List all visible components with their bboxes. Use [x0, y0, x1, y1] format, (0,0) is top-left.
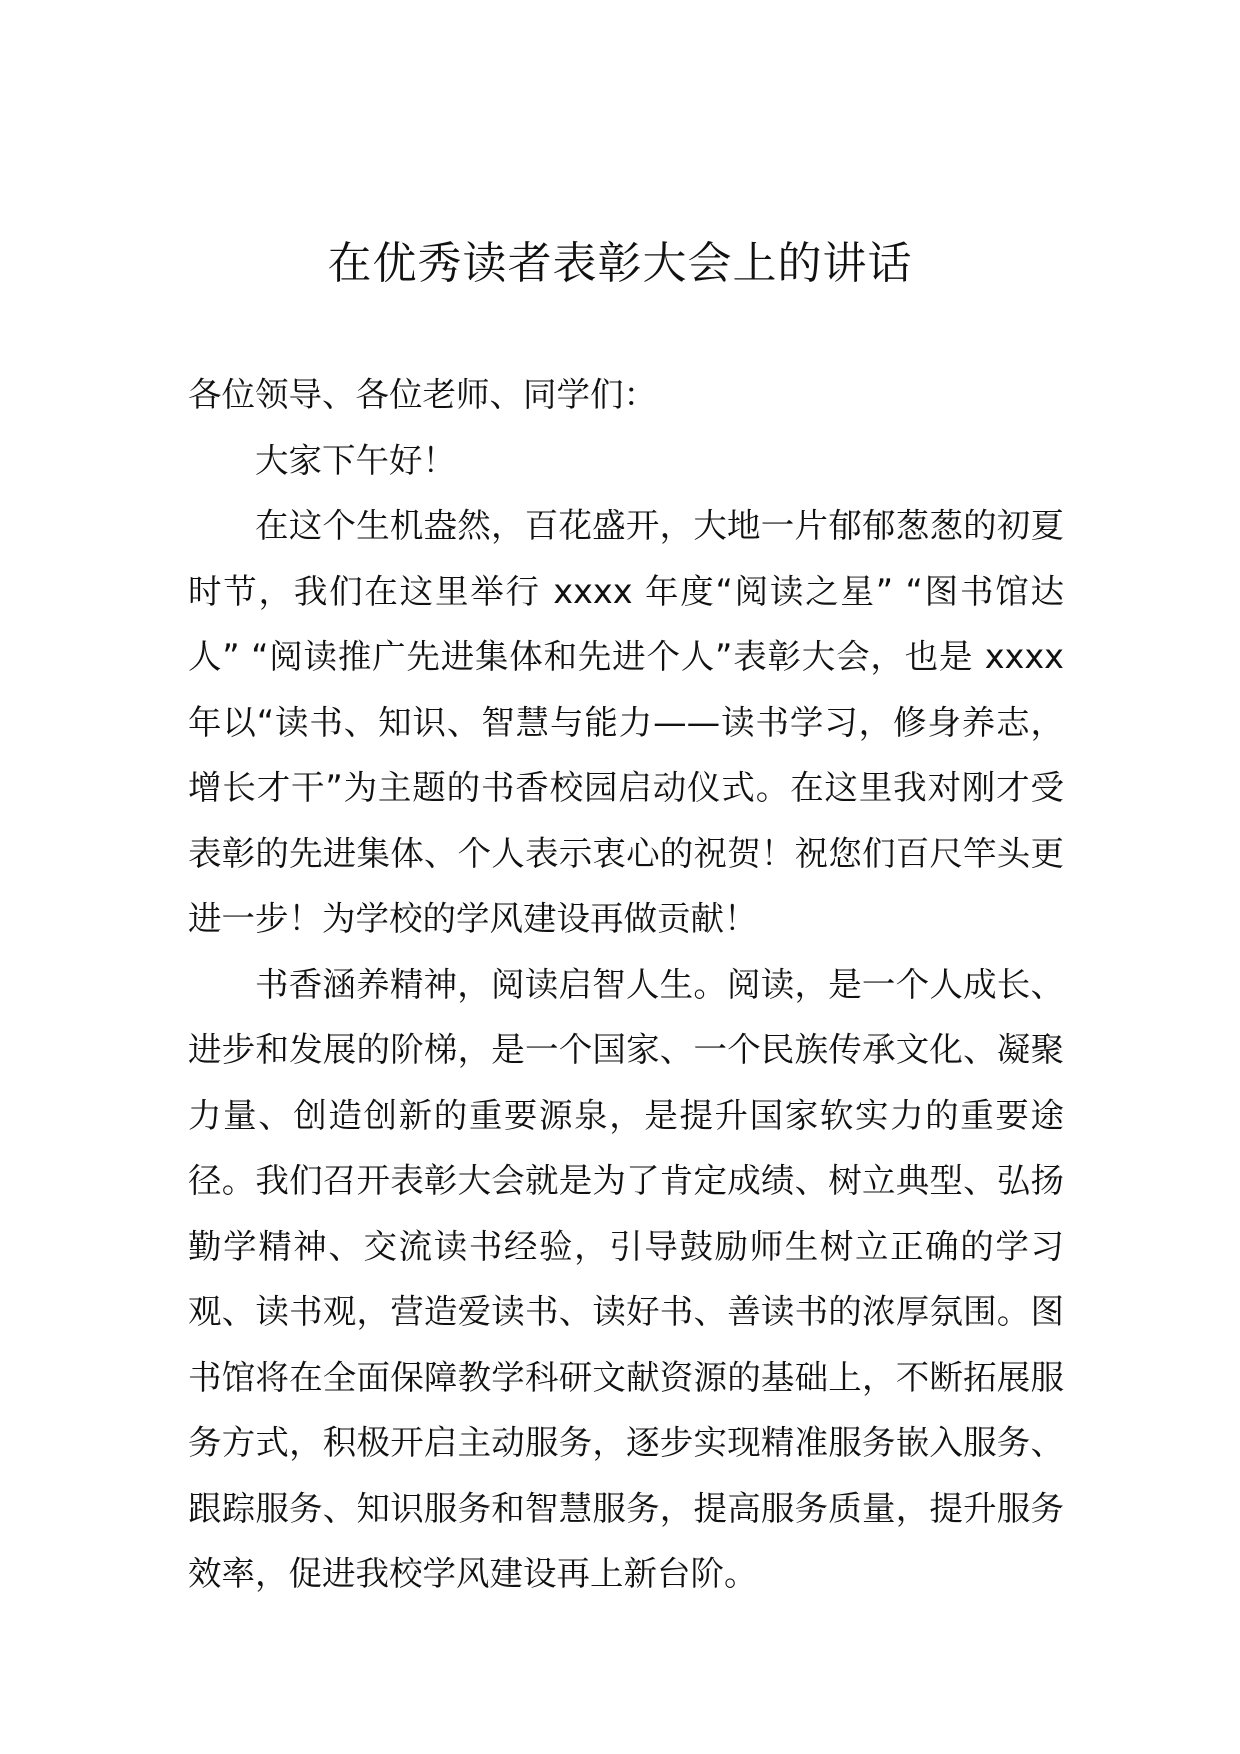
salutation: 各位领导、各位老师、同学们： — [188, 375, 657, 414]
greeting: 大家下午好！ — [255, 440, 456, 480]
paragraph: 在这个生机盎然，百花盛开，大地一片郁郁葱葱的初夏时节，我们在这里举行 xxxx 年度“阅读之星” “图书馆达人” “阅读推广先进集体和先进个人”表彰大会，也是 xxxx 年以“读书、知识、智慧与能力——读书学习，修身养志，增长才干”为主题的书香校园启动仪式。在这里我对刚才受表彰的先进集体、个人表示衷心的祝贺！祝您们百尺竿头更进一步！为学校的学风建设再做贡献！ — [188, 506, 1064, 938]
document-title: 在优秀读者表彰大会上的讲话 — [327, 238, 913, 289]
document-body — [188, 362, 1064, 1607]
paragraph: 书香涵养精神，阅读启智人生。阅读，是一个人成长、进步和发展的阶梯，是一个国家、一个民族传承文化、凝聚力量、创造创新的重要源泉，是提升国家软实力的重要途径。我们召开表彰大会就是为了肯定成绩、树立典型、弘扬勤学精神、交流读书经验，引导鼓励师生树立正确的学习观、读书观，营造爱读书、读好书、善读书的浓厚氛围。图书馆将在全面保障教学科研文献资源的基础上，不断拓展服务方式，积极开启主动服务，逐步实现精准服务嵌入服务、跟踪服务、知识服务和智慧服务，提高服务质量，提升服务效率，促进我校学风建设再上新台阶。 — [188, 964, 1064, 1593]
